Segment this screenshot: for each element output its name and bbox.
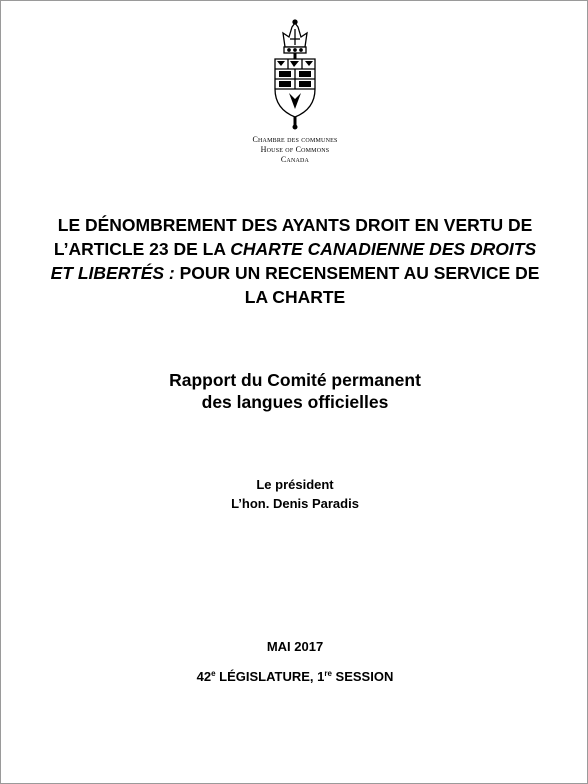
session-label: SESSION xyxy=(331,669,394,684)
legislature-number: 42 xyxy=(196,669,212,684)
legislature-label: LÉGISLATURE, 1 xyxy=(215,669,325,684)
subtitle-line1: Rapport du Comité permanent xyxy=(169,370,421,390)
committee-chair xyxy=(61,475,529,513)
house-of-commons-crest-icon xyxy=(263,19,327,131)
session-suffix: re xyxy=(324,669,332,678)
wordmark-line-english: House of Commons xyxy=(260,145,330,154)
subtitle-line2: des langues officielles xyxy=(201,392,389,412)
legislature-suffix: e xyxy=(211,669,216,678)
report-title-part2: POUR UN RECENSEMENT AU SERVICE DE LA CHARTE xyxy=(174,263,540,307)
wordmark-line-country: Canada xyxy=(280,155,310,164)
report-subtitle xyxy=(61,369,529,413)
house-of-commons-wordmark xyxy=(1,135,588,165)
report-title-charter-name: CHARTE CANADIENNE DES DROITS ET LIBERTÉS : xyxy=(50,239,537,283)
report-title xyxy=(41,213,549,309)
legislature-session xyxy=(61,668,529,686)
report-date: MAI 2017 xyxy=(266,639,324,654)
chair-role: Le président xyxy=(256,477,334,492)
report-title-part1: LE DÉNOMBREMENT DES AYANTS DROIT EN VERTU DE L’ARTICLE 23 DE LA xyxy=(53,215,533,259)
chair-name: L’hon. Denis Paradis xyxy=(231,496,359,511)
wordmark-line-french: Chambre des communes xyxy=(252,135,338,144)
